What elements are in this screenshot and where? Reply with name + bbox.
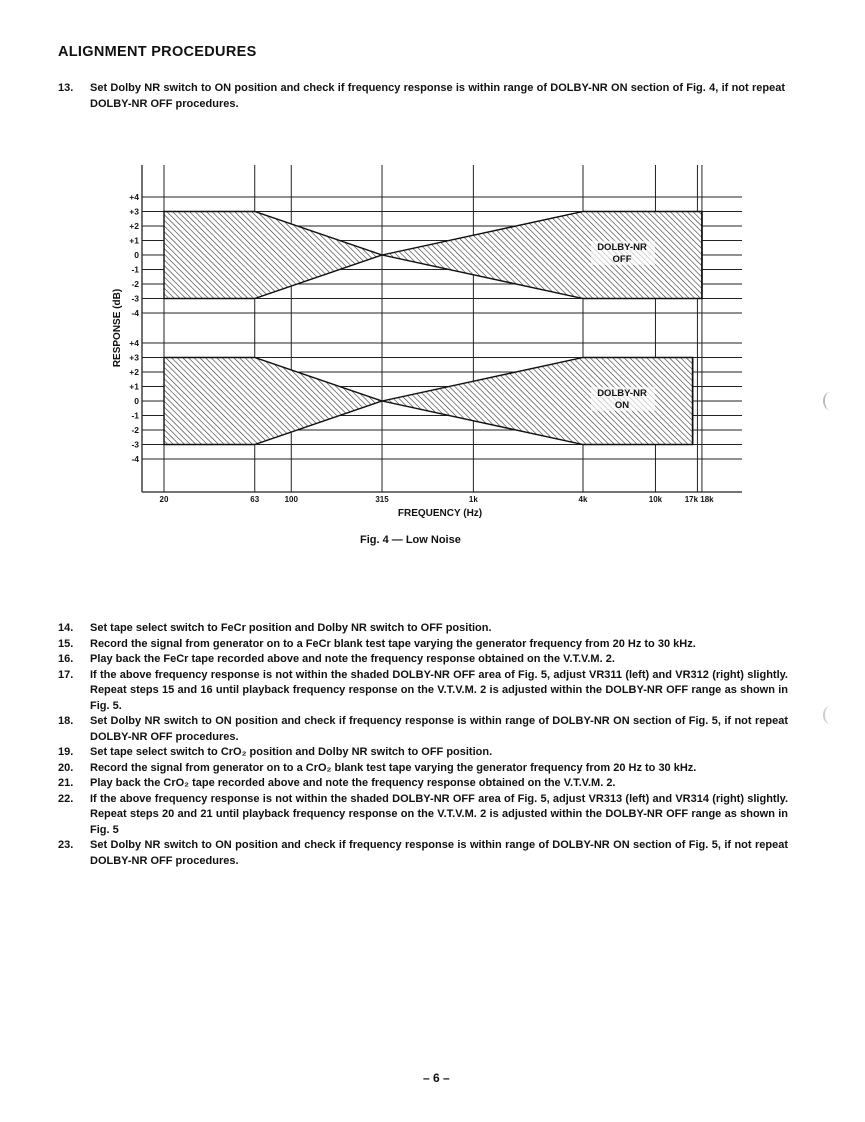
step-number: 23. xyxy=(58,839,74,851)
y-tick-label: 0 xyxy=(134,250,139,260)
x-tick-label: 4k xyxy=(578,495,588,504)
step-text: If the above frequency response is not within the shaded DOLBY-NR OFF area of Fig. 5, adjust VR313 (left) and VR314 (right) slightly. Repeat steps 20 and 21 until playback frequency response on the V.T.V.M. 2 is adjusted within the DOLBY-NR OFF range as shown in Fig. 5 xyxy=(90,792,788,836)
y-tick-label: 0 xyxy=(134,396,139,406)
page-heading: ALIGNMENT PROCEDURES xyxy=(58,44,257,60)
step-text: Set Dolby NR switch to ON position and check if frequency response is within range of DOLBY-NR ON section of Fig. 4, if not repeat DOLBY-NR OFF procedures. xyxy=(90,82,785,110)
step-21 xyxy=(58,776,788,792)
x-tick-label: 18k xyxy=(700,495,714,504)
x-tick-label: 1k xyxy=(468,495,478,504)
scan-mark xyxy=(823,392,837,410)
step-22 xyxy=(58,792,788,839)
y-tick-label: -3 xyxy=(131,293,139,304)
step-text: Play back the CrO₂ tape recorded above and note the frequency response obtained on the V.T.V.M. 2. xyxy=(90,777,616,789)
step-text: Set Dolby NR switch to ON position and check if frequency response is within range of DOLBY-NR ON section of Fig. 5, if not repeat DOLBY-NR OFF procedures. xyxy=(90,839,788,867)
step-number: 14. xyxy=(58,622,74,634)
step-18 xyxy=(58,714,788,745)
figure-caption: Fig. 4 — Low Noise xyxy=(360,534,461,546)
y-axis-title: RESPONSE (dB) xyxy=(112,288,123,368)
y-tick-label: -2 xyxy=(131,279,139,289)
procedure-steps xyxy=(58,621,788,869)
area-label: DOLBY-NR xyxy=(597,387,647,399)
step-number: 15. xyxy=(58,637,74,650)
y-tick-label: +3 xyxy=(129,206,139,217)
x-tick-label: 20 xyxy=(159,495,169,504)
y-tick-label: +3 xyxy=(129,352,139,363)
step-number: 13. xyxy=(58,82,74,94)
step-19 xyxy=(58,745,788,761)
y-tick-label: +1 xyxy=(129,381,139,392)
y-tick-label: -1 xyxy=(131,410,139,421)
y-tick-label: +2 xyxy=(129,221,139,231)
step-text: Record the signal from generator on to a FeCr blank test tape varying the generator frequency from 20 Hz to 30 kHz. xyxy=(90,637,696,650)
x-axis-title: FREQUENCY (Hz) xyxy=(397,508,483,519)
step-number: 20. xyxy=(58,761,74,774)
y-tick-label: -4 xyxy=(131,454,139,464)
x-tick-label: 10k xyxy=(648,495,663,504)
x-tick-label: 315 xyxy=(375,495,389,504)
step-15 xyxy=(58,637,788,653)
y-tick-label: -3 xyxy=(131,439,139,450)
step-16 xyxy=(58,652,788,668)
step-text: Play back the FeCr tape recorded above and note the frequency response obtained on the V.T.V.M. 2. xyxy=(90,653,615,665)
step-text: Set tape select switch to FeCr position and Dolby NR switch to OFF position. xyxy=(90,622,492,634)
step-text: If the above frequency response is not within the shaded DOLBY-NR OFF area of Fig. 5, adjust VR311 (left) and VR312 (right) slightly. Repeat steps 15 and 16 until playback frequency response on the V.T.V.M. 2 is adjusted within the DOLBY-NR OFF range as shown in Fig. 5. xyxy=(90,668,788,712)
x-tick-label: 63 xyxy=(250,495,260,504)
y-tick-label: +4 xyxy=(129,338,139,348)
step-20 xyxy=(58,761,788,777)
x-tick-label: 17k xyxy=(684,495,699,504)
step-text: Set Dolby NR switch to ON position and check if frequency response is within range of DOLBY-NR ON section of Fig. 5, if not repeat DOLBY-NR OFF procedures. xyxy=(90,715,788,743)
step-14 xyxy=(58,621,788,637)
step-text: Set tape select switch to CrO₂ position and Dolby NR switch to OFF position. xyxy=(90,746,493,758)
step-number: 17. xyxy=(58,668,74,681)
y-tick-label: -4 xyxy=(131,308,139,318)
step-number: 21. xyxy=(58,777,74,789)
step-number: 22. xyxy=(58,792,74,805)
page-number: – 6 – xyxy=(423,1071,450,1085)
step-17 xyxy=(58,668,788,715)
y-tick-label: +4 xyxy=(129,192,139,202)
area-label: OFF xyxy=(612,253,632,265)
step-23 xyxy=(58,838,788,869)
y-tick-label: -2 xyxy=(131,425,139,435)
scan-mark xyxy=(823,706,837,724)
y-tick-label: -1 xyxy=(131,264,139,275)
frequency-response-chart xyxy=(0,0,865,560)
y-tick-label: +2 xyxy=(129,367,139,377)
step-number: 18. xyxy=(58,715,74,727)
step-number: 16. xyxy=(58,653,74,665)
y-tick-label: +1 xyxy=(129,235,139,246)
step-number: 19. xyxy=(58,746,74,758)
x-tick-label: 100 xyxy=(284,495,298,504)
step-text: Record the signal from generator on to a CrO₂ blank test tape varying the generator frequency from 20 Hz to 30 kHz. xyxy=(90,761,697,774)
area-label: ON xyxy=(614,399,630,411)
area-label: DOLBY-NR xyxy=(597,241,647,253)
